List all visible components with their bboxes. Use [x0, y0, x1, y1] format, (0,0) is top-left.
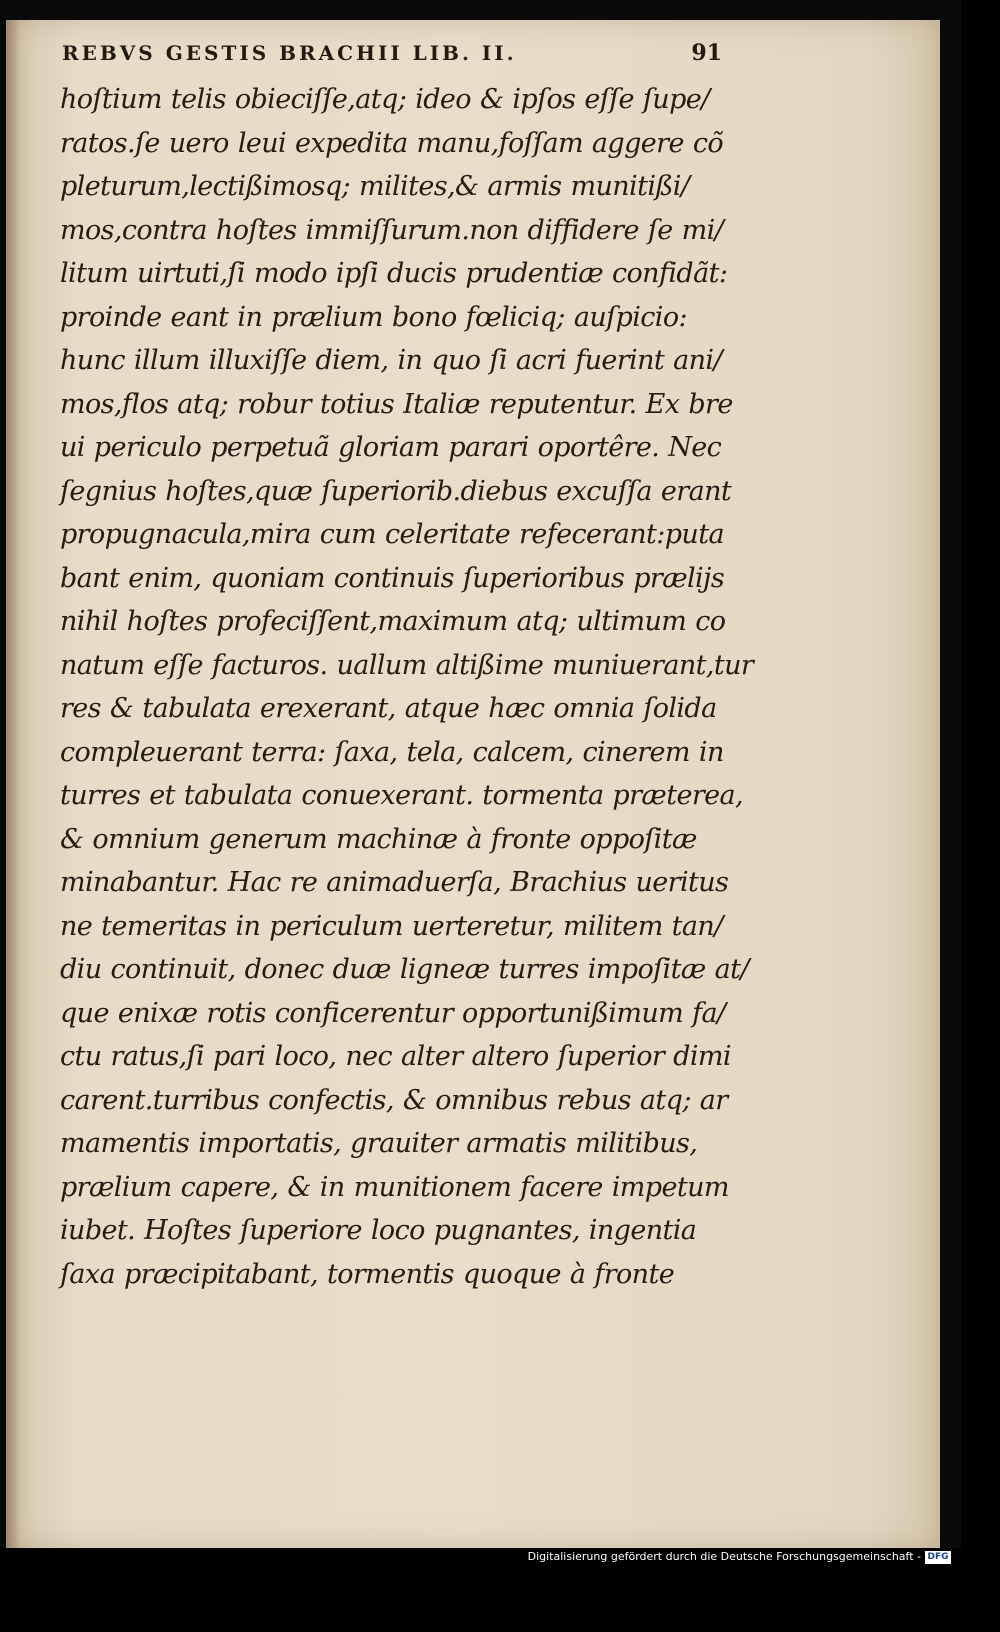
text-line: carent.turribus confectis, & omnibus rebus atq; ar [60, 1084, 728, 1116]
text-line: que enixæ rotis conficerentur opportunißimum fa/ [60, 997, 726, 1029]
text-line: hoſtium telis obieciſſe,atq; ideo & ipſos eſſe ſupe/ [60, 84, 710, 115]
page-number: 91 [691, 40, 722, 66]
text-line: mos,contra hoſtes immiſſurum.non diffidere ſe mi/ [60, 214, 724, 246]
text-line: minabantur. Hac re animaduerſa, Brachius ueritus [60, 867, 729, 898]
text-line: iubet. Hoſtes ſuperiore loco pugnantes, ingentia [60, 1215, 697, 1246]
text-line: litum uirtuti,ſi modo ipſi ducis prudentiæ confidãt: [60, 258, 728, 289]
text-line: nihil hoſtes profeciſſent,maximum atq; ultimum co [60, 606, 726, 637]
text-line: ne temeritas in periculum uerteretur, militem tan/ [60, 910, 723, 942]
text-line: ctu ratus,ſi pari loco, nec alter altero ſuperior dimi [60, 1041, 731, 1072]
running-head-title: REBVS GESTIS BRACHII LIB. II. [62, 41, 517, 65]
text-line: turres et tabulata conuexerant. tormenta præterea, [60, 780, 743, 811]
text-line: & omnium generum machinæ à fronte oppoſitæ [60, 823, 697, 855]
text-line: diu continuit, donec duæ ligneæ turres impoſitæ at/ [60, 954, 749, 985]
dfg-logo: DFG [925, 1551, 951, 1564]
text-line: ſaxa præcipitabant, tormentis quoque à fronte [60, 1258, 675, 1290]
text-line: hunc illum illuxiſſe diem, in quo ſi acri fuerint ani/ [60, 345, 722, 376]
text-line: compleuerant terra: ſaxa, tela, calcem, cinerem in [60, 736, 724, 768]
text-line: pleturum,lectißimosq; milites,& armis munitißi/ [60, 171, 690, 202]
body-text [60, 78, 754, 1296]
text-line: res & tabulata erexerant, atque hæc omnia ſolida [60, 693, 717, 724]
digitization-credit: Digitalisierung gefördert durch die Deutsche Forschungsgemeinschaft - [527, 1550, 921, 1563]
text-line: bant enim, quoniam continuis ſuperioribus prælijs [60, 562, 725, 594]
page-gutter-shadow [6, 20, 20, 1548]
text-line: mamentis importatis, grauiter armatis militibus, [60, 1128, 698, 1159]
text-line: ui periculo perpetuã gloriam parari oportêre. Nec [60, 432, 722, 463]
text-line: prælium capere, & in munitionem facere impetum [60, 1171, 729, 1203]
text-line: natum eſſe facturos. uallum altißime muniuerant,tur [60, 649, 754, 681]
running-head [62, 40, 722, 66]
text-line: mos,flos atq; robur totius Italiæ reputentur. Ex bre [60, 388, 733, 420]
text-line: ratos.ſe uero leui expedita manu,foſſam aggere cõ [60, 127, 724, 159]
text-line: ſegnius hoſtes,quæ ſuperiorib.diebus excuſſa erant [60, 475, 732, 507]
text-line: propugnacula,mira cum celeritate refecerant:puta [60, 519, 724, 550]
text-line: proinde eant in prælium bono fœliciq; auſpicio: [60, 301, 687, 333]
